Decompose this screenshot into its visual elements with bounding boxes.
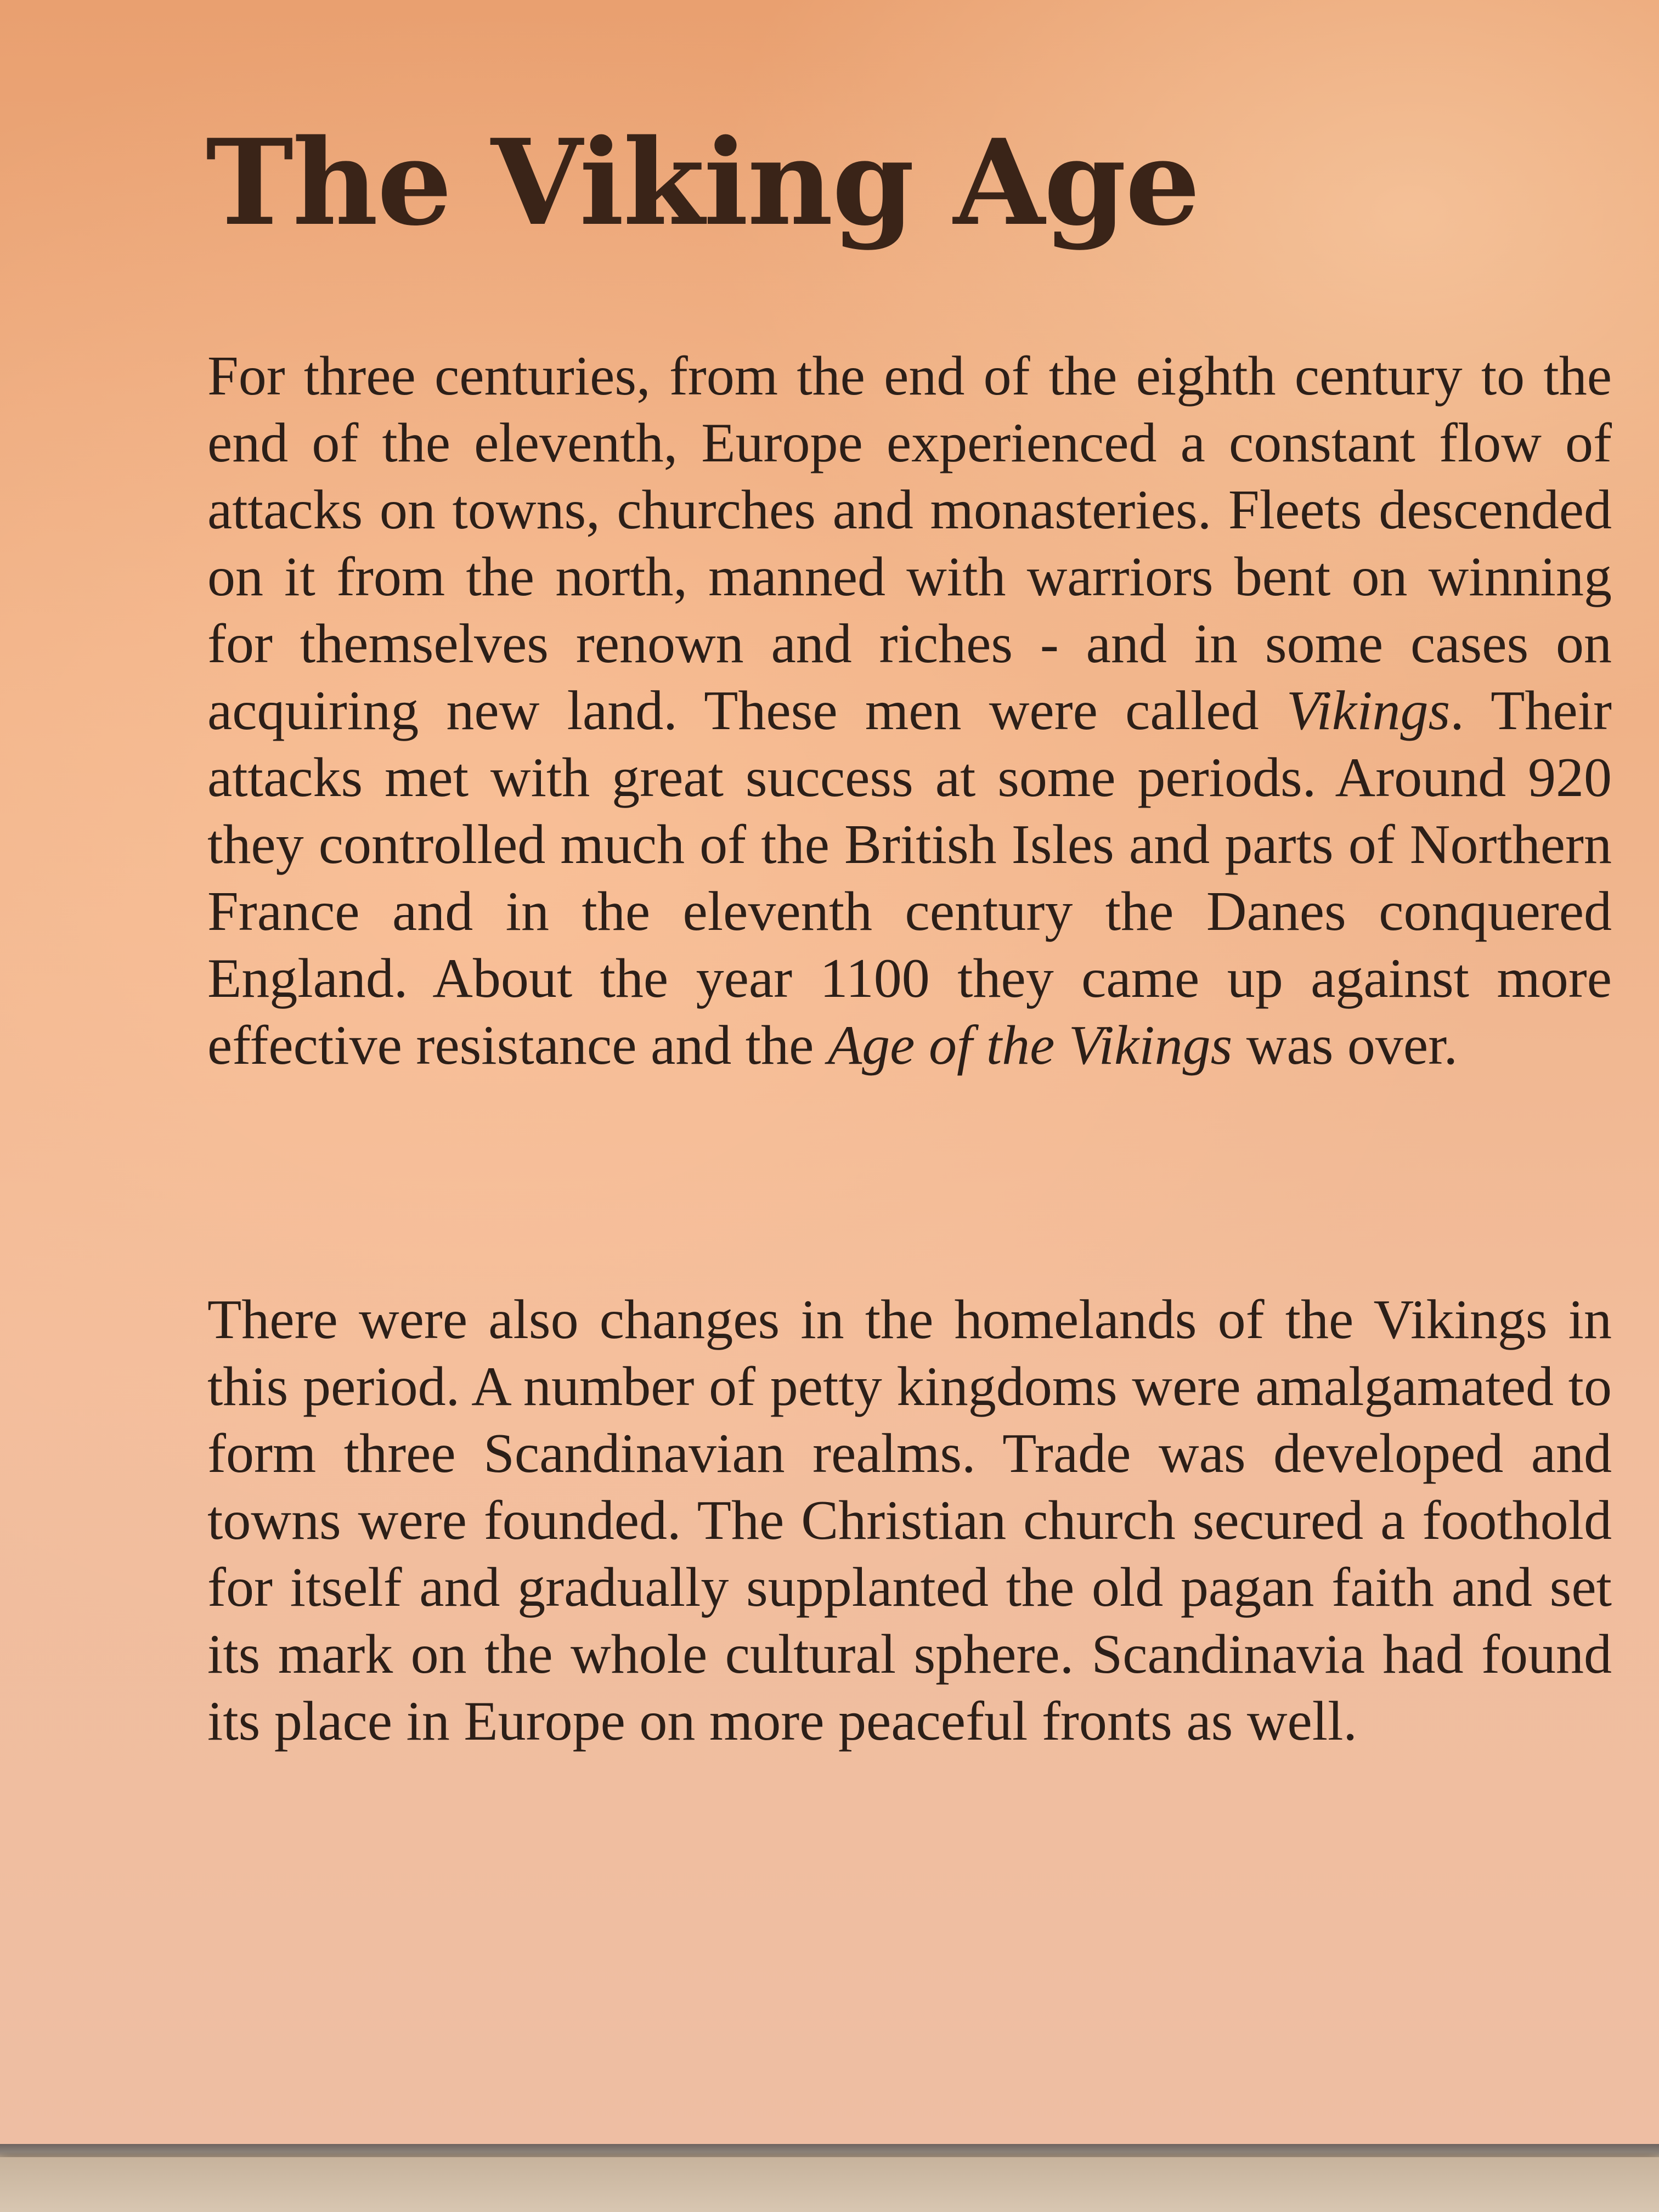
paragraph-1-text-a: For three centuries, from the end of the eighth century to the end of the eleventh, Europe experienced a constant flow of attacks on towns, churches and monasteries. Fleets descended on it from the north, manned with warriors bent on winning for themselves renown and riches - and in some cases on acquiring new land. These men were called <box>207 345 1612 742</box>
panel-title: The Viking Age <box>206 113 1199 252</box>
panel-edge-shadow <box>0 2144 1659 2157</box>
paragraph-1-text-c: was over. <box>1232 1014 1458 1076</box>
wall-background <box>0 2157 1659 2212</box>
paragraph-1 <box>207 343 1612 1079</box>
paragraph-1-text-b: . Their attacks met with great success at some periods. Around 920 they controlled much of the British Isles and parts of Northern France and in the eleventh century the Danes conquered England. About the year 1100 they came up against more effective resistance and the <box>207 680 1612 1076</box>
paragraph-1-italic-vikings: Vikings <box>1286 680 1451 742</box>
paragraph-1-italic-age-of-the-vikings: Age of the Vikings <box>827 1014 1233 1076</box>
paragraph-2: There were also changes in the homelands of the Vikings in this period. A number of petty kingdoms were amalgamated to form three Scandinavian realms. Trade was developed and towns were founded. The Christian church secured a foothold for itself and gradually supplanted the old pagan faith and set its mark on the whole cultural sphere. Scandinavia had found its place in Europe on more peaceful fronts as well. <box>207 1289 1612 1752</box>
